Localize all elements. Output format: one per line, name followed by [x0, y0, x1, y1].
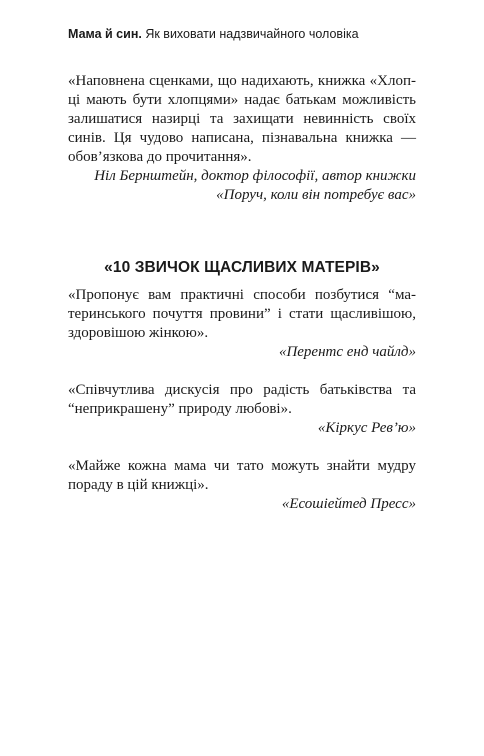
- endorsement-book: «Поруч, коли він потребує вас»: [216, 187, 416, 203]
- endorsement-quote: «Наповнена сценками, що надихають, книжка «Хлопці мають бути хлопцями» надає батькам можливість залишатися назирці та захищати невинність своїх синів. Ця чудово написана, пізнавальна книжка — обов’язкова до прочитання».: [68, 73, 416, 165]
- review-item: [68, 457, 416, 514]
- review-quote: «Співчутлива дискусія про радість батьківства та “неприкрашену” природу любові».: [68, 382, 416, 417]
- endorsement-block: [68, 72, 416, 205]
- running-head-subtitle: Як виховати надзвичайного чоловіка: [145, 27, 359, 41]
- endorsement-author: Ніл Бернштейн, доктор філософії, автор книжки: [94, 168, 416, 184]
- running-head: [68, 27, 359, 41]
- review-item: [68, 381, 416, 438]
- running-head-book-title: Мама й син.: [68, 27, 142, 41]
- section-title: «10 ЗВИЧОК ЩАСЛИВИХ МАТЕРІВ»: [104, 259, 380, 276]
- review-item: [68, 286, 416, 362]
- review-source: «Есошіейтед Пресс»: [281, 496, 416, 512]
- review-source: «Кіркус Рев’ю»: [317, 420, 416, 436]
- review-quote: «Майже кожна мама чи тато можуть знайти мудру пораду в цій книжці».: [68, 458, 416, 493]
- page-content: [68, 72, 416, 533]
- review-quote: «Пропонує вам практичні способи позбутися “материнського почуття провини” і стати щасливішою, здоровішою жінкою».: [68, 287, 416, 341]
- review-source: «Перентс енд чайлд»: [278, 344, 416, 360]
